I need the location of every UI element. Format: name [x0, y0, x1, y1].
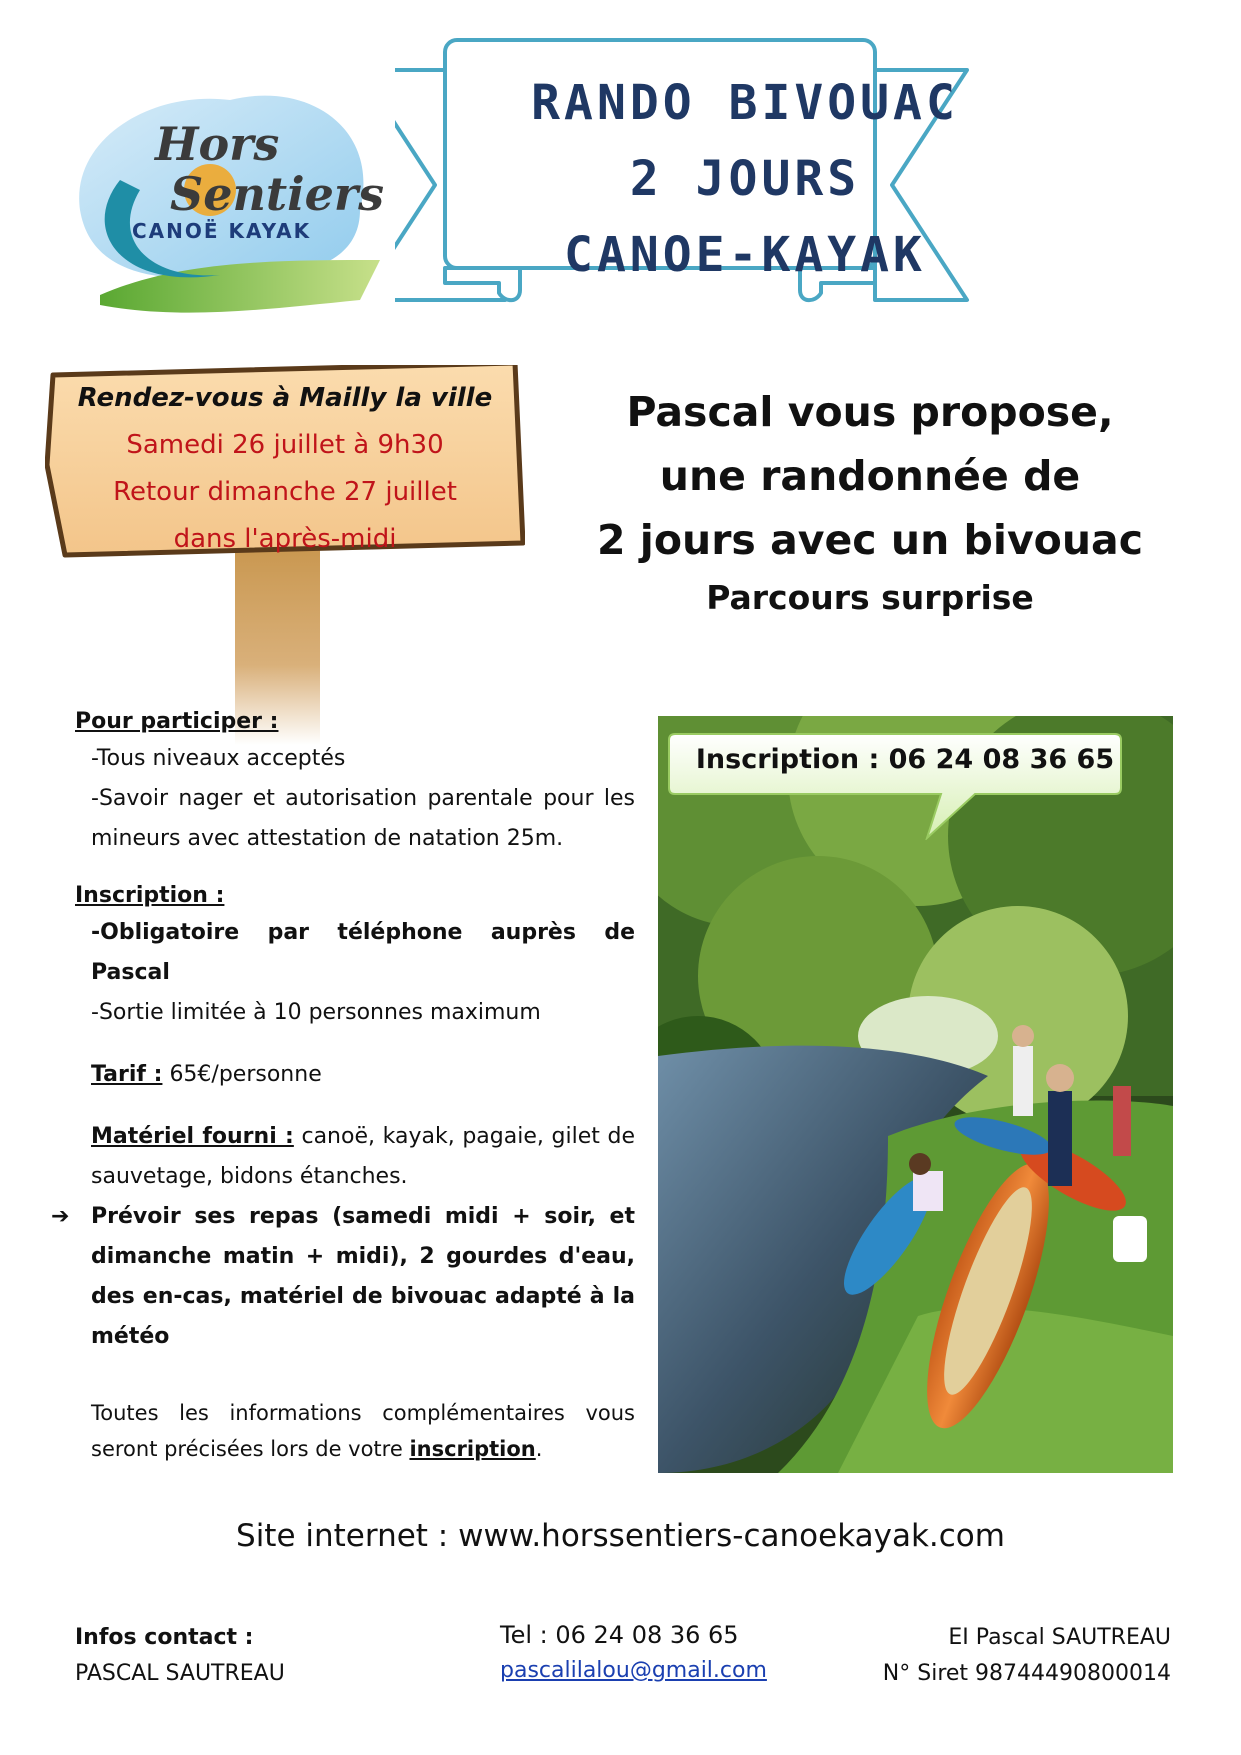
meeting-place: Rendez-vous à Mailly la ville: [77, 383, 493, 413]
price-value: 65€/personne: [169, 1062, 322, 1087]
sign-text: [65, 375, 505, 563]
logo-hors: Hors: [155, 117, 280, 171]
equipment-row: [75, 1117, 635, 1197]
registration-item-1: -Obligatoire par téléphone auprès de Pascal: [91, 920, 635, 985]
company-name: EI Pascal SAUTREAU: [948, 1625, 1171, 1650]
hors-sentiers-logo: [60, 60, 410, 350]
price-label: Tarif :: [91, 1062, 163, 1087]
callout-phone: Inscription : 06 24 08 36 65: [695, 744, 1115, 775]
banner-line-2: 2 JOURS: [629, 151, 861, 207]
headline-line-2: une randonnée de: [659, 452, 1081, 500]
closing-link: inscription: [409, 1437, 536, 1461]
company-block: [841, 1620, 1171, 1692]
return-time: dans l'après-midi: [173, 524, 397, 554]
closing-end: .: [535, 1437, 543, 1461]
closing-text: Toutes les informations complémentaires vous seront précisées lors de votre: [91, 1401, 635, 1461]
arrow-icon: ➔: [51, 1204, 70, 1229]
closing-note: [75, 1395, 635, 1467]
participate-item-1: -Tous niveaux acceptés: [91, 746, 346, 771]
website-line: Site internet : www.horssentiers-canoekayak.com: [236, 1518, 1005, 1554]
prepare-row: [51, 1197, 635, 1357]
banner-line-3: CANOE-KAYAK: [564, 227, 926, 283]
contact-label: Infos contact :: [75, 1625, 254, 1650]
participate-title: Pour participer :: [75, 709, 279, 734]
price-row: [75, 1055, 635, 1095]
logo-canoe-kayak: CANOË KAYAK: [132, 219, 312, 243]
prepare-text: Prévoir ses repas (samedi midi + soir, et dimanche matin + midi), 2 gourdes d'eau, des en-cas, matériel de bivouac adapté à la météo: [91, 1204, 635, 1349]
headline: [580, 380, 1160, 624]
info-column: [51, 705, 635, 1467]
banner-title: [500, 65, 990, 293]
start-date: Samedi 26 juillet à 9h30: [126, 430, 444, 460]
contact-block: [75, 1620, 285, 1692]
contact-name: PASCAL SAUTREAU: [75, 1661, 285, 1686]
return-date: Retour dimanche 27 juillet: [113, 477, 457, 507]
footer-phone: Tel : 06 24 08 36 65: [500, 1621, 739, 1649]
registration-item-2: -Sortie limitée à 10 personnes maximum: [91, 1000, 541, 1025]
headline-subtitle: Parcours surprise: [706, 578, 1034, 617]
headline-line-1: Pascal vous propose,: [626, 388, 1114, 436]
banner-line-1: RANDO BIVOUAC: [531, 75, 959, 131]
company-siret: N° Siret 98744490800014: [882, 1661, 1171, 1686]
phone-email-block: [500, 1617, 800, 1689]
footer-email-link[interactable]: pascalilalou@gmail.com: [500, 1658, 767, 1683]
equipment-value: canoë, kayak, pagaie, gilet de sauvetage, bidons étanches.: [91, 1124, 635, 1189]
headline-line-3: 2 jours avec un bivouac: [597, 516, 1143, 564]
logo-sentiers: Sentiers: [170, 167, 385, 221]
equipment-label: Matériel fourni :: [91, 1124, 294, 1149]
registration-title: Inscription :: [75, 883, 225, 908]
participate-item-2: -Savoir nager et autorisation parentale pour les mineurs avec attestation de natation 25m.: [91, 786, 635, 851]
